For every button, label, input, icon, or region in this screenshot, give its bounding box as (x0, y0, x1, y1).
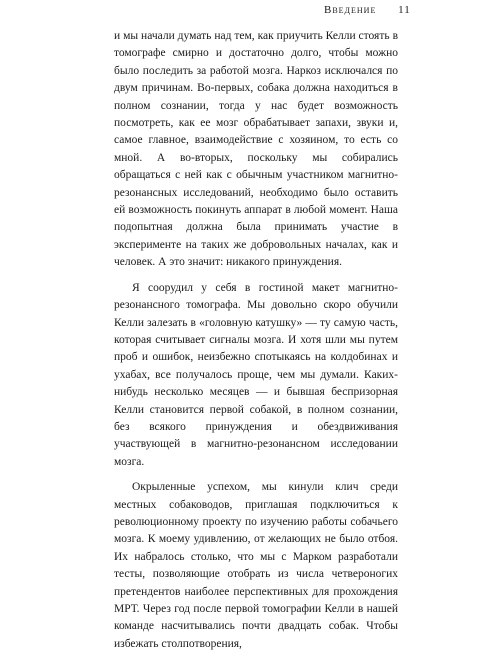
paragraph-2: Я соорудил у себя в гостиной макет магнитно-резонансного томографа. Мы довольно скоро обучили Келли залезать в «головную катушку» — ту самую часть, которая считывает сигналы мозга. И хотя шли мы путем проб и ошибок, неизбежно спотыкаясь на колдобинах и ухабах, все получалось проще, чем мы думали. Каких-нибудь несколько месяцев — и бывшая беспризорная Келли становится первой собакой, в полном сознании, без всякого принуждения и обездвиживания участвующей в магнитно-резонансном исследовании мозга. (114, 281, 398, 468)
chapter-title: Введение (324, 4, 377, 16)
running-header (324, 4, 411, 16)
paragraph-1: и мы начали думать над тем, как приучить Келли стоять в томографе смирно и достаточно долго, чтобы можно было последить за работой мозга. Наркоз исключался по двум причинам. Во-первых, собака должна находиться в полном сознании, тогда у нас будет возможность посмотреть, как ее мозг обрабатывает запахи, звуки и, самое главное, взаимодействие с хозяином, то есть со мной. А во-вторых, поскольку мы собирались обращаться с ней как с обычным участником магнитно-резонансных исследований, необходимо было оставить ей возможность покинуть аппарат в любой момент. Наша подопытная должна была принимать участие в эксперименте на таких же добровольных началах, как и человек. А это значит: никакого принуждения. (114, 30, 398, 269)
body-text (114, 28, 398, 653)
paragraph-3: Окрыленные успехом, мы кинули клич среди местных собаководов, приглашая подключиться к революционному проекту по изучению работы собачьего мозга. К моему удивлению, от желающих не было отбоя. Их набралось столько, что мы с Марком разработали тесты, позволяющие отобрать из числа четвероногих претендентов наиболее перспективных для прохождения МРТ. Через год после первой томографии Келли в нашей команде насчитывались почти двадцать собак. Чтобы избежать столпотворения, (114, 481, 398, 650)
page-number: 11 (398, 4, 411, 16)
